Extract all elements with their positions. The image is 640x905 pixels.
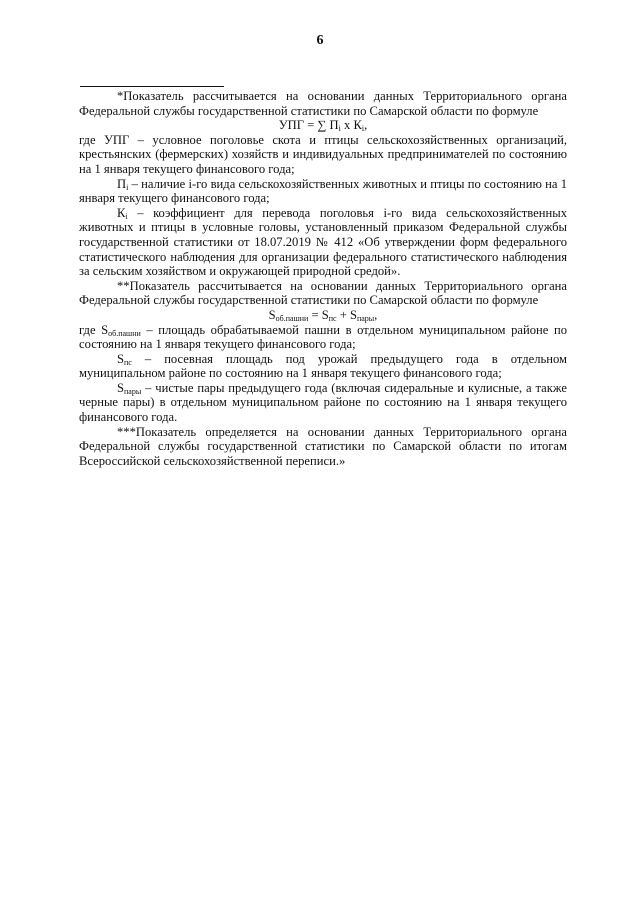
page-number: 6 [316, 33, 324, 48]
footnote-2-intro: **Показатель рассчитывается на основании данных Территориального органа Федеральной службы государственной статистики по Самарской области по формуле [79, 278, 567, 308]
upg-definition: где УПГ – условное поголовье скота и птицы сельскохозяйственных организаций, крестьянских (фермерских) хозяйств и индивидуальных предпринимателей по состоянию на 1 января текущего финансового года; [79, 132, 567, 176]
footnote-3: ***Показатель определяется на основании данных Территориального органа Федеральной службы государственной статистики по Самарской области по итогам Всероссийской сельскохозяйственной переписи.» [79, 424, 567, 468]
ki-definition: $К_i$ – коэффициент для перевода поголовья i-го вида сельскохозяйственных животных и птицы в условные головы, установленный приказом Федеральной службы государственной статистики от 18.07.2019 № 412 «Об утверждении форм федерального статистического наблюдения для организации федерального статистического наблюдения за сельским хозяйством и окружающей природной средой». [79, 205, 567, 279]
sown-area-definition: $S_{пс}$ – посевная площадь под урожай предыдущего года в отдельном муниципальном районе по состоянию на 1 января текущего финансового года; [79, 351, 567, 381]
formula-upg: УПГ = ∑ $П_i$ х $К_i$, [278, 118, 368, 134]
footnote-1-intro: *Показатель рассчитывается на основании данных Территориального органа Федеральной службы государственной статистики по Самарской области по формуле [79, 89, 567, 118]
formula-arable-area: $S_{об.пашни} = S_{пс} + S_{пары}$, [268, 307, 378, 323]
arable-area-definition: где $S_{об.пашни}$ – площадь обрабатываемой пашни в отдельном муниципальном районе по состоянию на 1 января текущего финансового года; [79, 322, 567, 352]
pi-definition: $П_i$ – наличие i-го вида сельскохозяйственных животных и птицы по состоянию на 1 января текущего финансового года; [79, 176, 567, 206]
footnotes-block [79, 89, 567, 468]
footnote-separator [80, 86, 224, 87]
fallow-definition: $S_{пары}$ – чистые пары предыдущего года (включая сидеральные и кулисные, а также черные пары) в отдельном муниципальном районе по состоянию на 1 января текущего финансового года. [79, 380, 567, 425]
